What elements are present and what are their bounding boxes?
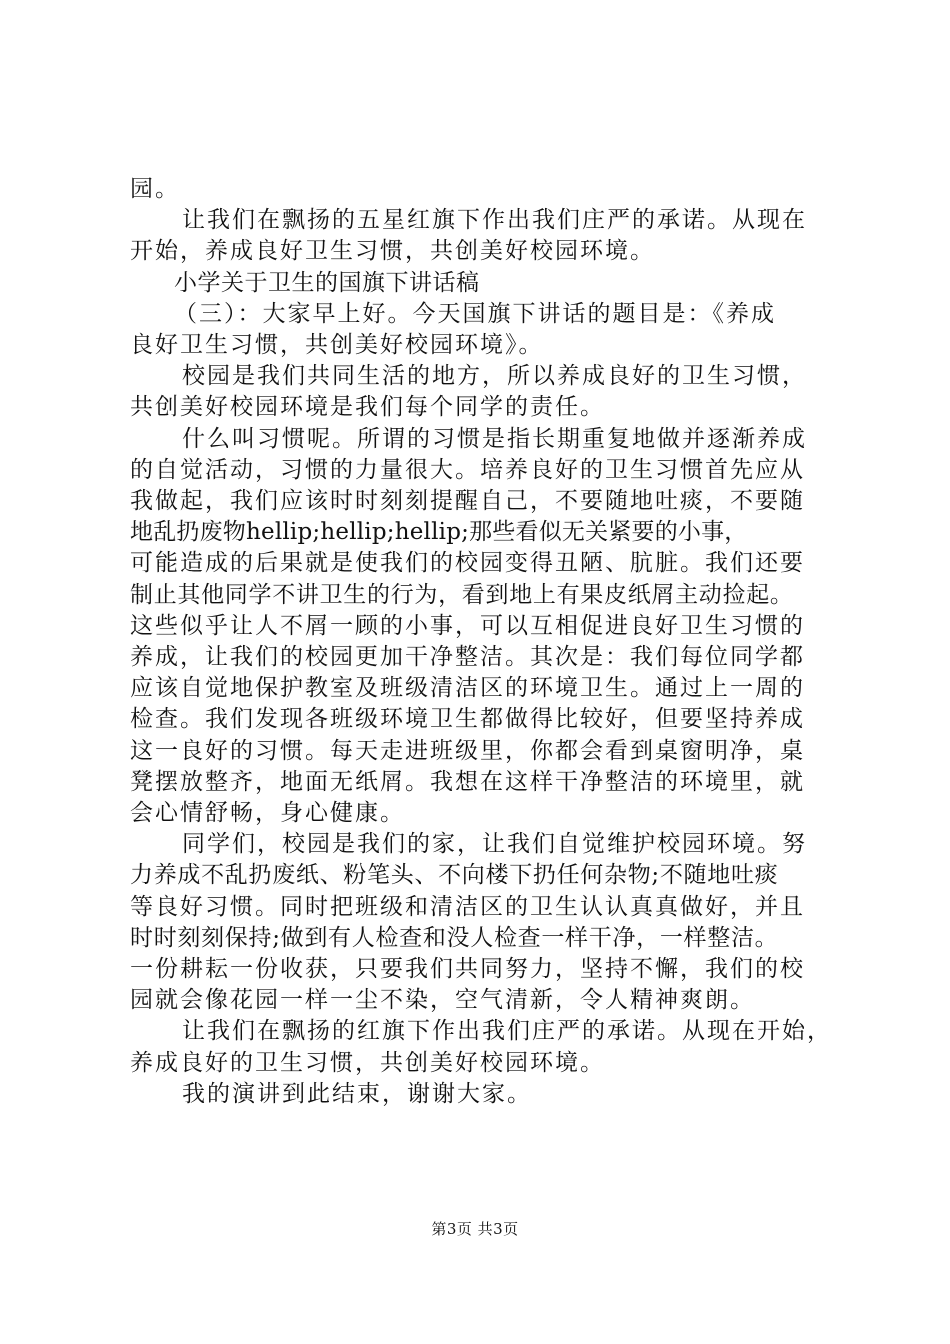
text-line: 我做起，我们应该时时刻刻提醒自己，不要随地吐痰，不要随	[130, 488, 805, 515]
text-line: 一份耕耘一份收获，只要我们共同努力，坚持不懈，我们的校	[130, 956, 805, 983]
text-line: 我的演讲到此结束，谢谢大家。	[182, 1080, 532, 1107]
text-line: 的自觉活动，习惯的力量很大。培养良好的卫生习惯首先应从	[130, 456, 805, 483]
text-line: 让我们在飘扬的红旗下作出我们庄严的承诺。从现在开始，	[182, 1018, 832, 1045]
text-line: 制止其他同学不讲卫生的行为，看到地上有果皮纸屑主动捡起。	[130, 581, 794, 608]
text-line: （三）：大家早上好。今天国旗下讲话的题目是：《养成	[174, 300, 776, 327]
text-line: 让我们在飘扬的五星红旗下作出我们庄严的承诺。从现在	[182, 207, 807, 234]
text-line: 园。	[130, 176, 180, 202]
text-line: 什么叫习惯呢。所谓的习惯是指长期重复地做并逐渐养成	[182, 425, 807, 452]
text-line: 这一良好的习惯。每天走进班级里，你都会看到桌窗明净，桌	[130, 737, 805, 764]
text-line: 会心情舒畅，身心健康。	[130, 800, 405, 827]
page-number-footer: 第3页 共3页	[431, 1220, 519, 1238]
text-line: 共创美好校园环境是我们每个同学的责任。	[130, 394, 605, 421]
text-line: 开始，养成良好卫生习惯，共创美好校园环境。	[130, 238, 655, 265]
text-line: 校园是我们共同生活的地方，所以养成良好的卫生习惯，	[182, 363, 807, 390]
text-line: 检查。我们发现各班级环境卫生都做得比较好，但要坚持养成	[130, 706, 805, 733]
text-line: 力养成不乱扔废纸、粉笔头、不向楼下扔任何杂物;不随地吐痰	[130, 862, 779, 889]
text-line: 应该自觉地保护教室及班级清洁区的环境卫生。通过上一周的	[130, 675, 805, 702]
section-title: 小学关于卫生的国旗下讲话稿	[174, 269, 480, 296]
text-line: 同学们，校园是我们的家，让我们自觉维护校园环境。努	[182, 831, 807, 858]
text-line: 凳摆放整齐，地面无纸屑。我想在这样干净整洁的环境里，就	[130, 768, 805, 795]
text-line: 时时刻刻保持;做到有人检查和没人检查一样干净，一样整洁。	[130, 924, 779, 951]
text-line: 可能造成的后果就是使我们的校园变得丑陋、肮脏。我们还要	[130, 550, 805, 577]
text-line: 养成，让我们的校园更加干净整洁。其次是：我们每位同学都	[130, 644, 805, 671]
document-body	[130, 174, 830, 1110]
text-line: 养成良好的卫生习惯，共创美好校园环境。	[130, 1049, 605, 1076]
text-line: 地乱扔废物hellip;hellip;hellip;那些看似无关紧要的小事，	[130, 519, 748, 546]
text-line: 这些似乎让人不屑一顾的小事，可以互相促进良好卫生习惯的	[130, 612, 805, 639]
text-line: 园就会像花园一样一尘不染，空气清新，令人精神爽朗。	[130, 987, 755, 1014]
text-line: 等良好习惯。同时把班级和清洁区的卫生认认真真做好，并且	[130, 893, 805, 920]
text-line: 良好卫生习惯，共创美好校园环境》。	[130, 332, 544, 359]
